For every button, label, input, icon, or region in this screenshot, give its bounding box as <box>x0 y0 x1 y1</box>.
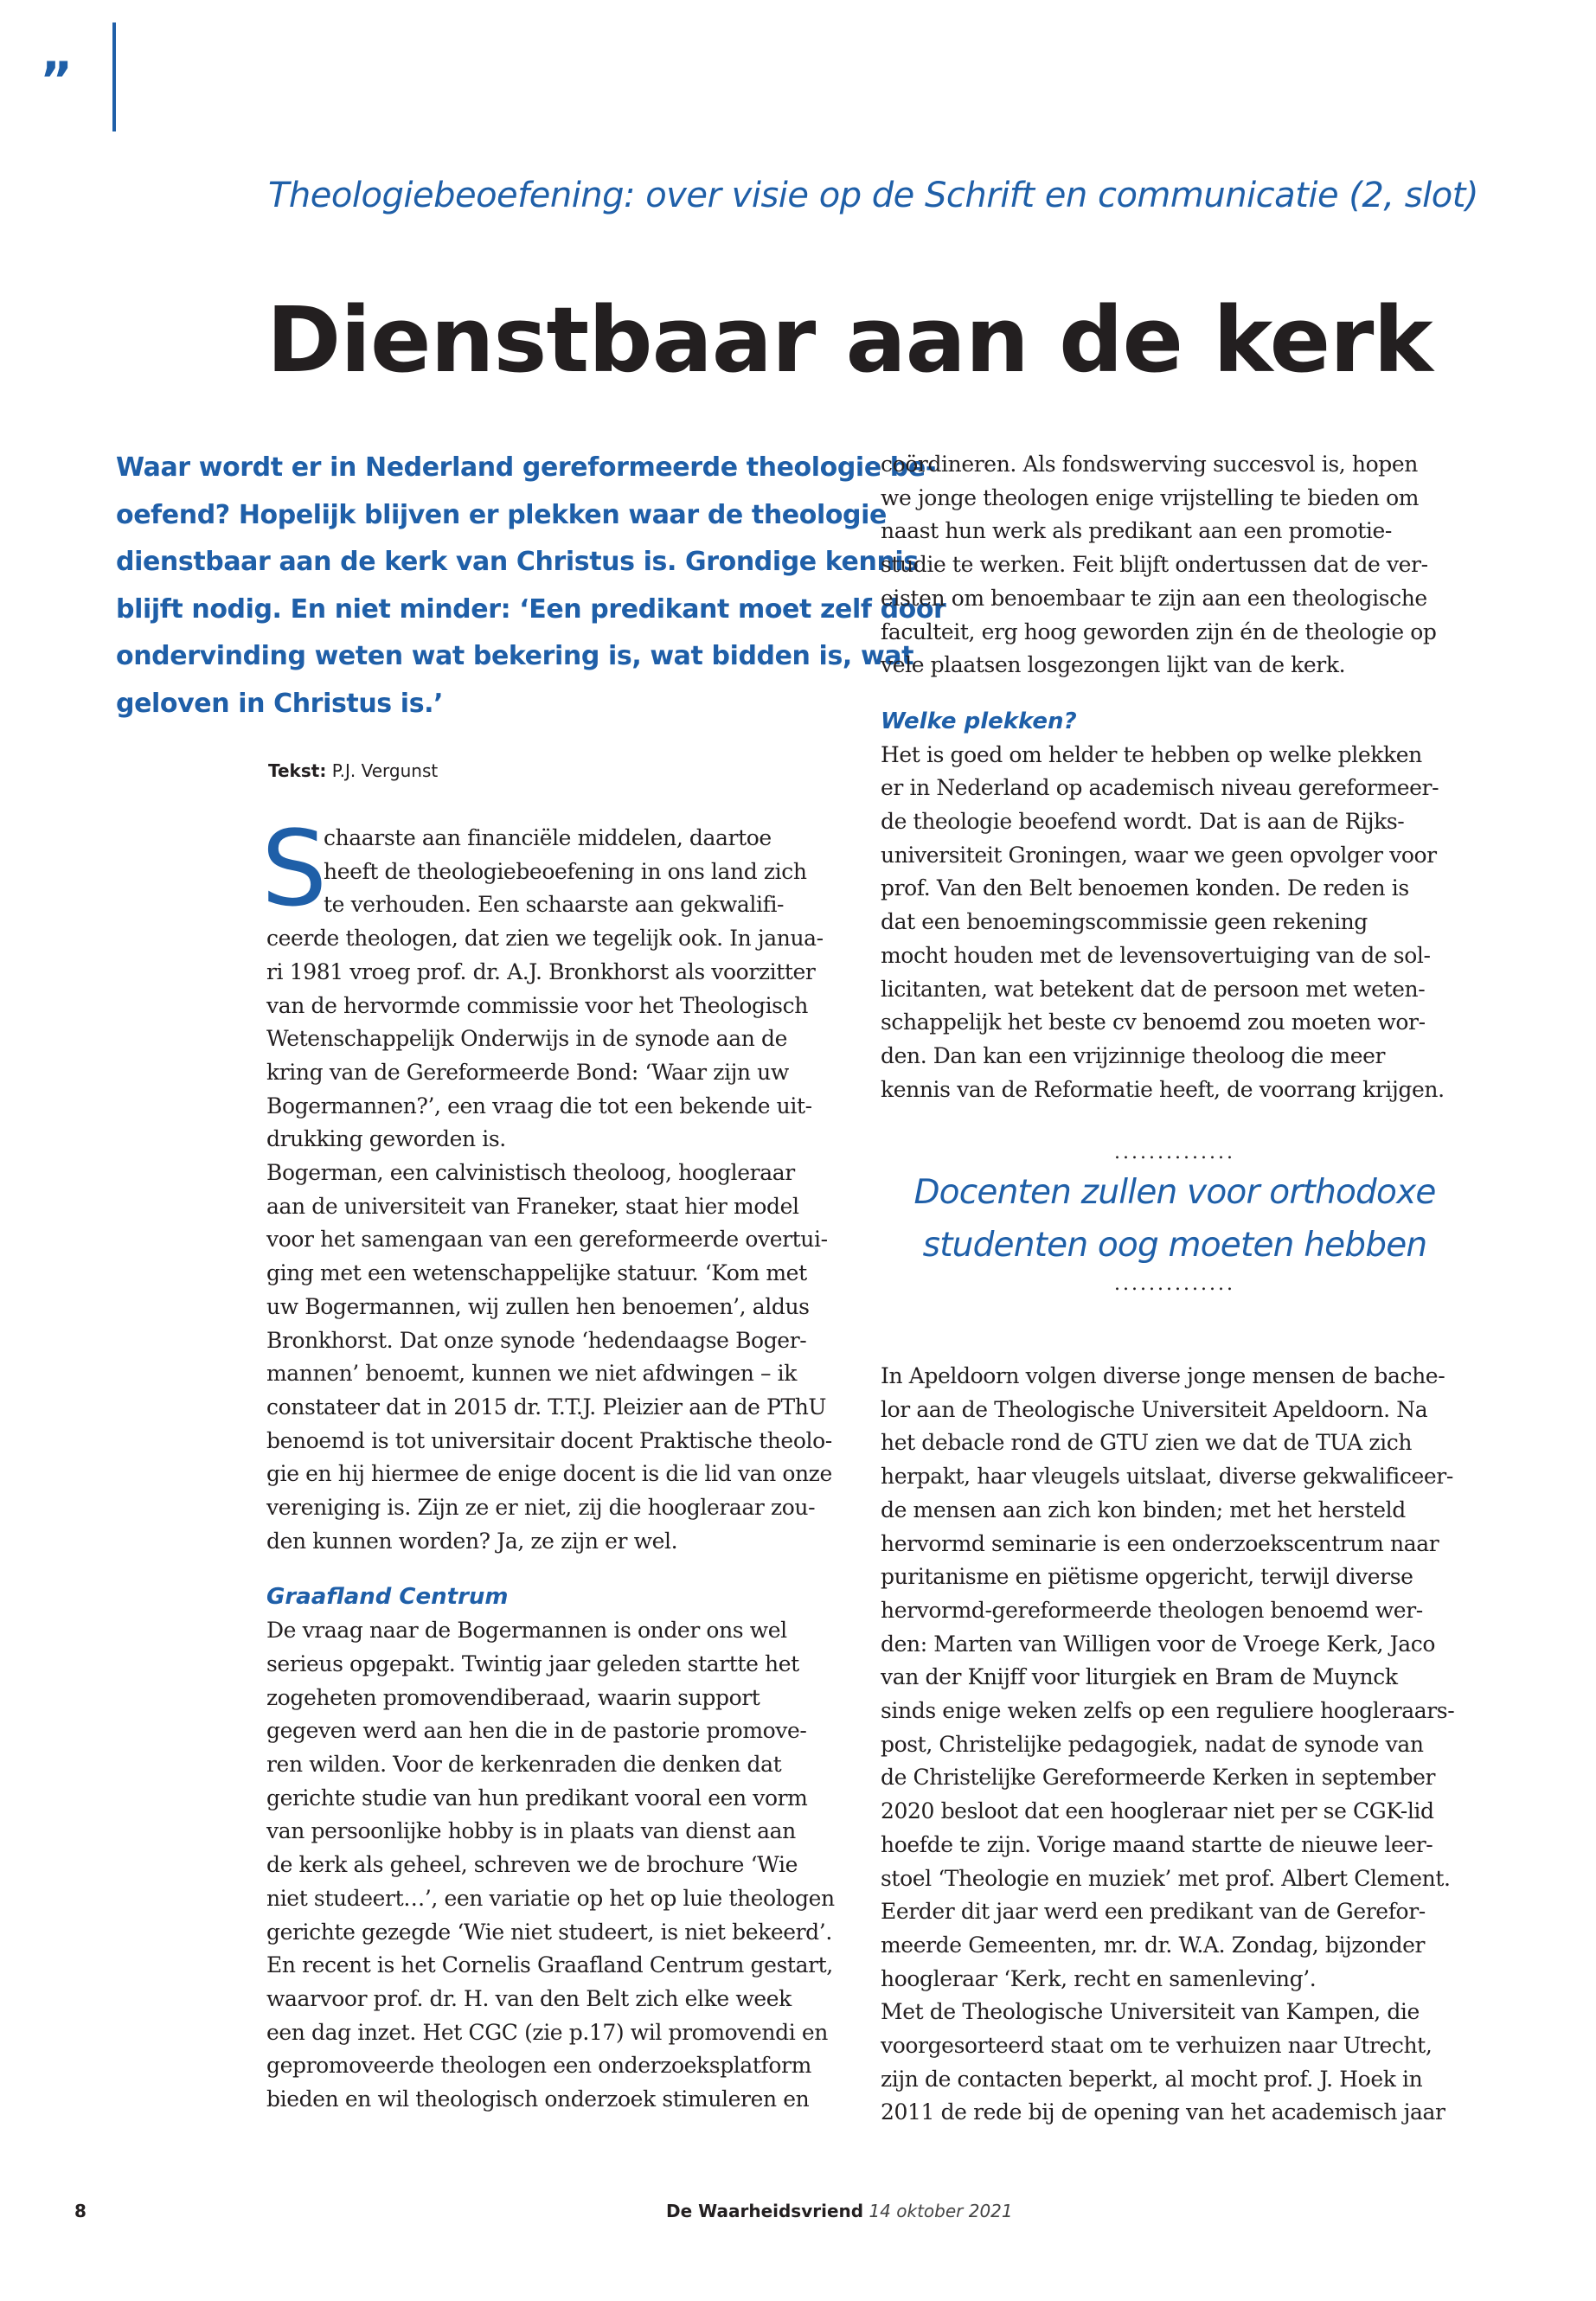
pull-quote-line: studenten oog moeten hebben <box>922 1226 1427 1265</box>
text-line: puritanisme en piëtisme opgericht, terwijl diverse <box>881 1564 1413 1590</box>
byline <box>268 758 438 784</box>
paragraph <box>881 448 1469 683</box>
text-line: Bogermannen?’, een vraag die tot een bekende uit- <box>266 1093 812 1118</box>
text-line: we jonge theologen enige vrijstelling te bieden om <box>881 484 1420 510</box>
byline-author: P.J. Vergunst <box>331 760 439 781</box>
text-line: Bogerman, een calvinistisch theoloog, hoogleraar <box>266 1160 795 1186</box>
text-line: constateer dat in 2015 dr. T.T.J. Pleizier aan de PThU <box>266 1394 827 1420</box>
text-line: Eerder dit jaar werd een predikant van de Gerefor- <box>881 1899 1426 1925</box>
article-title: Dienstbaar aan de kerk <box>266 287 1433 393</box>
text-line: kennis van de Reformatie heeft, de voorrang krijgen. <box>881 1076 1445 1102</box>
text-line: De vraag naar de Bogermannen is onder ons wel <box>266 1618 787 1644</box>
paragraph <box>881 1360 1469 1996</box>
byline-label: Tekst: <box>268 760 327 781</box>
text-line: vereniging is. Zijn ze er niet, zij die hoogleraar zou- <box>266 1495 816 1521</box>
text-line: van der Knijff voor liturgiek en Bram de Muynck <box>881 1664 1398 1690</box>
text-line: kring van de Gereformeerde Bond: ‘Waar zijn uw <box>266 1059 789 1085</box>
text-line: chaarste aan financiële middelen, daartoe <box>324 825 772 850</box>
text-line: vele plaatsen losgezongen lijkt van de kerk. <box>881 652 1346 678</box>
text-line: gie en hij hiermee de enige docent is die lid van onze <box>266 1461 832 1487</box>
text-line: het debacle rond de GTU zien we dat de TUA zich <box>881 1430 1413 1456</box>
text-line: een dag inzet. Het CGC (zie p.17) wil promovendi en <box>266 2019 828 2045</box>
footer-publication <box>666 2201 1013 2221</box>
text-line: de theologie beoefend wordt. Dat is aan de Rijks- <box>881 809 1405 835</box>
paragraph <box>266 1157 837 1558</box>
paragraph <box>881 739 1469 1107</box>
intro-lines <box>266 822 837 922</box>
text-line: den kunnen worden? Ja, ze zijn er wel. <box>266 1528 678 1554</box>
text-line: heeft de theologiebeoefening in ons land zich <box>324 858 807 884</box>
spacer <box>881 683 1469 705</box>
text-line: voorgesorteerd staat om te verhuizen naar Utrecht, <box>881 2033 1433 2059</box>
pull-quote-line: Docenten zullen voor orthodoxe <box>913 1173 1436 1212</box>
text-line: mocht houden met de levensovertuiging van de sol- <box>881 942 1431 968</box>
text-line: er in Nederland op academisch niveau gereformeer- <box>881 775 1439 801</box>
publication-name: De Waarheidsvriend <box>666 2201 864 2221</box>
text-line: ondervinding weten wat bekering is, wat bidden is, wat <box>116 641 914 671</box>
text-line: ceerde theologen, dat zien we tegelijk ook. In janua- <box>266 926 824 952</box>
text-line: meerde Gemeenten, mr. dr. W.A. Zondag, bijzonder <box>881 1932 1426 1958</box>
intro-block <box>261 810 837 930</box>
text-line: hervormd-gereformeerde theologen benoemd wer- <box>881 1597 1423 1623</box>
text-line: dat een benoemingscommissie geen rekening <box>881 909 1368 935</box>
text-line: herpakt, haar vleugels uitslaat, diverse gekwalificeer- <box>881 1464 1453 1490</box>
text-line: hoogleraar ‘Kerk, recht en samenleving’. <box>881 1965 1317 1991</box>
text-line: blijft nodig. En niet minder: ‘Een predikant moet zelf door <box>116 593 946 625</box>
text-line: zijn de contacten beperkt, al mocht prof. J. Hoek in <box>881 2066 1423 2092</box>
text-line: licitanten, wat betekent dat de persoon met weten- <box>881 976 1426 1002</box>
pull-quote-dots-bottom: .............. <box>1114 1273 1235 1295</box>
text-line: gerichte studie van hun predikant vooral een vorm <box>266 1785 808 1811</box>
text-line: faculteit, erg hoog geworden zijn én de theologie op <box>881 619 1437 644</box>
text-line: dienstbaar aan de kerk van Christus is. Grondige kennis <box>116 547 919 577</box>
right-column-top <box>881 448 1469 1106</box>
text-line: te verhouden. Een schaarste aan gekwalifi- <box>324 892 785 918</box>
dropcap: S <box>261 810 328 930</box>
text-line: niet studeert…’, een variatie op het op luie theologen <box>266 1885 835 1911</box>
text-line: voor het samengaan van een gereformeerde overtui- <box>266 1227 828 1253</box>
text-line: Waar wordt er in Nederland gereformeerde theologie be- <box>116 452 936 483</box>
text-line: van persoonlijke hobby is in plaats van dienst aan <box>266 1818 796 1844</box>
article-kicker: Theologiebeoefening: over visie op de Schrift en communicatie (2, slot) <box>268 176 1478 215</box>
subhead-graafland-centrum: Graafland Centrum <box>266 1584 509 1611</box>
text-line: serieus opgepakt. Twintig jaar geleden startte het <box>266 1650 799 1676</box>
text-line: 2020 besloot dat een hoogleraar niet per se CGK-lid <box>881 1798 1434 1824</box>
text-line: studie te werken. Feit blijft ondertussen dat de ver- <box>881 552 1428 578</box>
text-line: aan de universiteit van Franeker, staat hier model <box>266 1193 799 1219</box>
text-line: de kerk als geheel, schreven we de brochure ‘Wie <box>266 1852 798 1878</box>
header-vertical-rule <box>112 22 116 131</box>
text-line: stoel ‘Theologie en muziek’ met prof. Albert Clement. <box>881 1865 1451 1891</box>
pull-quote-dots-top: .............. <box>1114 1142 1235 1163</box>
text-line: gepromoveerde theologen een onderzoeksplatform <box>266 2053 811 2079</box>
text-line: schappelijk het beste cv benoemd zou moeten wor- <box>881 1009 1426 1035</box>
text-line: 2011 de rede bij de opening van het academisch jaar <box>881 2099 1445 2125</box>
text-line: gegeven werd aan hen die in de pastorie promove- <box>266 1718 807 1744</box>
text-line: ging met een wetenschappelijke statuur. ‘Kom met <box>266 1260 807 1286</box>
paragraph <box>881 1996 1469 2130</box>
text-line: universiteit Groningen, waar we geen opvolger voor <box>881 842 1437 868</box>
left-column <box>261 810 837 2117</box>
text-line: coördineren. Als fondswerving succesvol is, hopen <box>881 452 1418 477</box>
text-line: Wetenschappelijk Onderwijs in de synode aan de <box>266 1026 788 1052</box>
text-line: prof. Van den Belt benoemen konden. De reden is <box>881 875 1409 901</box>
text-line: lor aan de Theologische Universiteit Apeldoorn. Na <box>881 1396 1428 1422</box>
text-line: drukking geworden is. <box>266 1126 506 1152</box>
text-line: eisten om benoembaar te zijn aan een theologische <box>881 585 1427 611</box>
text-line: gerichte gezegde ‘Wie niet studeert, is niet bekeerd’. <box>266 1919 832 1945</box>
text-line: sinds enige weken zelfs op een reguliere hoogleraars- <box>881 1698 1455 1724</box>
text-line: den. Dan kan een vrijzinnige theoloog die meer <box>881 1042 1386 1068</box>
paragraph <box>266 1614 837 1949</box>
pull-quote <box>881 1140 1469 1298</box>
text-line: Bronkhorst. Dat onze synode ‘hedendaagse Boger- <box>266 1327 807 1353</box>
text-line: oefend? Hopelijk blijven er plekken waar de theologie <box>116 499 887 530</box>
publication-date: 14 oktober 2021 <box>869 2201 1013 2221</box>
text-line: naast hun werk als predikant aan een promotie- <box>881 518 1392 544</box>
text-line: Het is goed om helder te hebben op welke plekken <box>881 741 1422 767</box>
right-column-bottom <box>881 1360 1469 2130</box>
paragraph <box>266 1949 837 2117</box>
page-number: 8 <box>74 2201 87 2221</box>
text-line: de mensen aan zich kon binden; met het hersteld <box>881 1497 1406 1522</box>
text-line: hervormd seminarie is een onderzoekscentrum naar <box>881 1530 1439 1556</box>
text-line: uw Bogermannen, wij zullen hen benoemen’, aldus <box>266 1293 810 1319</box>
text-line: benoemd is tot universitair docent Praktische theolo- <box>266 1427 832 1453</box>
text-line: zogeheten promovendiberaad, waarin support <box>266 1684 760 1710</box>
text-line: post, Christelijke pedagogiek, nadat de synode van <box>881 1731 1424 1757</box>
article-lead <box>116 445 946 727</box>
text-line: In Apeldoorn volgen diverse jonge mensen de bache- <box>881 1363 1445 1388</box>
quote-mark-icon: ” <box>40 51 74 110</box>
text-line: waarvoor prof. dr. H. van den Belt zich elke week <box>266 1985 792 2011</box>
text-line: Met de Theologische Universiteit van Kampen, die <box>881 1999 1420 2025</box>
text-line: geloven in Christus is.’ <box>116 688 444 719</box>
text-line: bieden en wil theologisch onderzoek stimuleren en <box>266 2086 810 2112</box>
text-line: mannen’ benoemt, kunnen we niet afdwingen – ik <box>266 1361 798 1387</box>
spacer <box>266 1558 837 1580</box>
text-line: de Christelijke Gereformeerde Kerken in september <box>881 1765 1436 1791</box>
subhead-welke-plekken: Welke plekken? <box>881 708 1077 734</box>
text-line: hoefde te zijn. Vorige maand startte de nieuwe leer- <box>881 1831 1433 1857</box>
paragraph <box>266 922 837 1157</box>
text-line: ren wilden. Voor de kerkenraden die denken dat <box>266 1751 782 1777</box>
text-line: van de hervormde commissie voor het Theologisch <box>266 992 808 1018</box>
text-line: ri 1981 vroeg prof. dr. A.J. Bronkhorst als voorzitter <box>266 958 816 984</box>
text-line: En recent is het Cornelis Graafland Centrum gestart, <box>266 1952 833 1978</box>
text-line: den: Marten van Willigen voor de Vroege Kerk, Jaco <box>881 1631 1436 1657</box>
